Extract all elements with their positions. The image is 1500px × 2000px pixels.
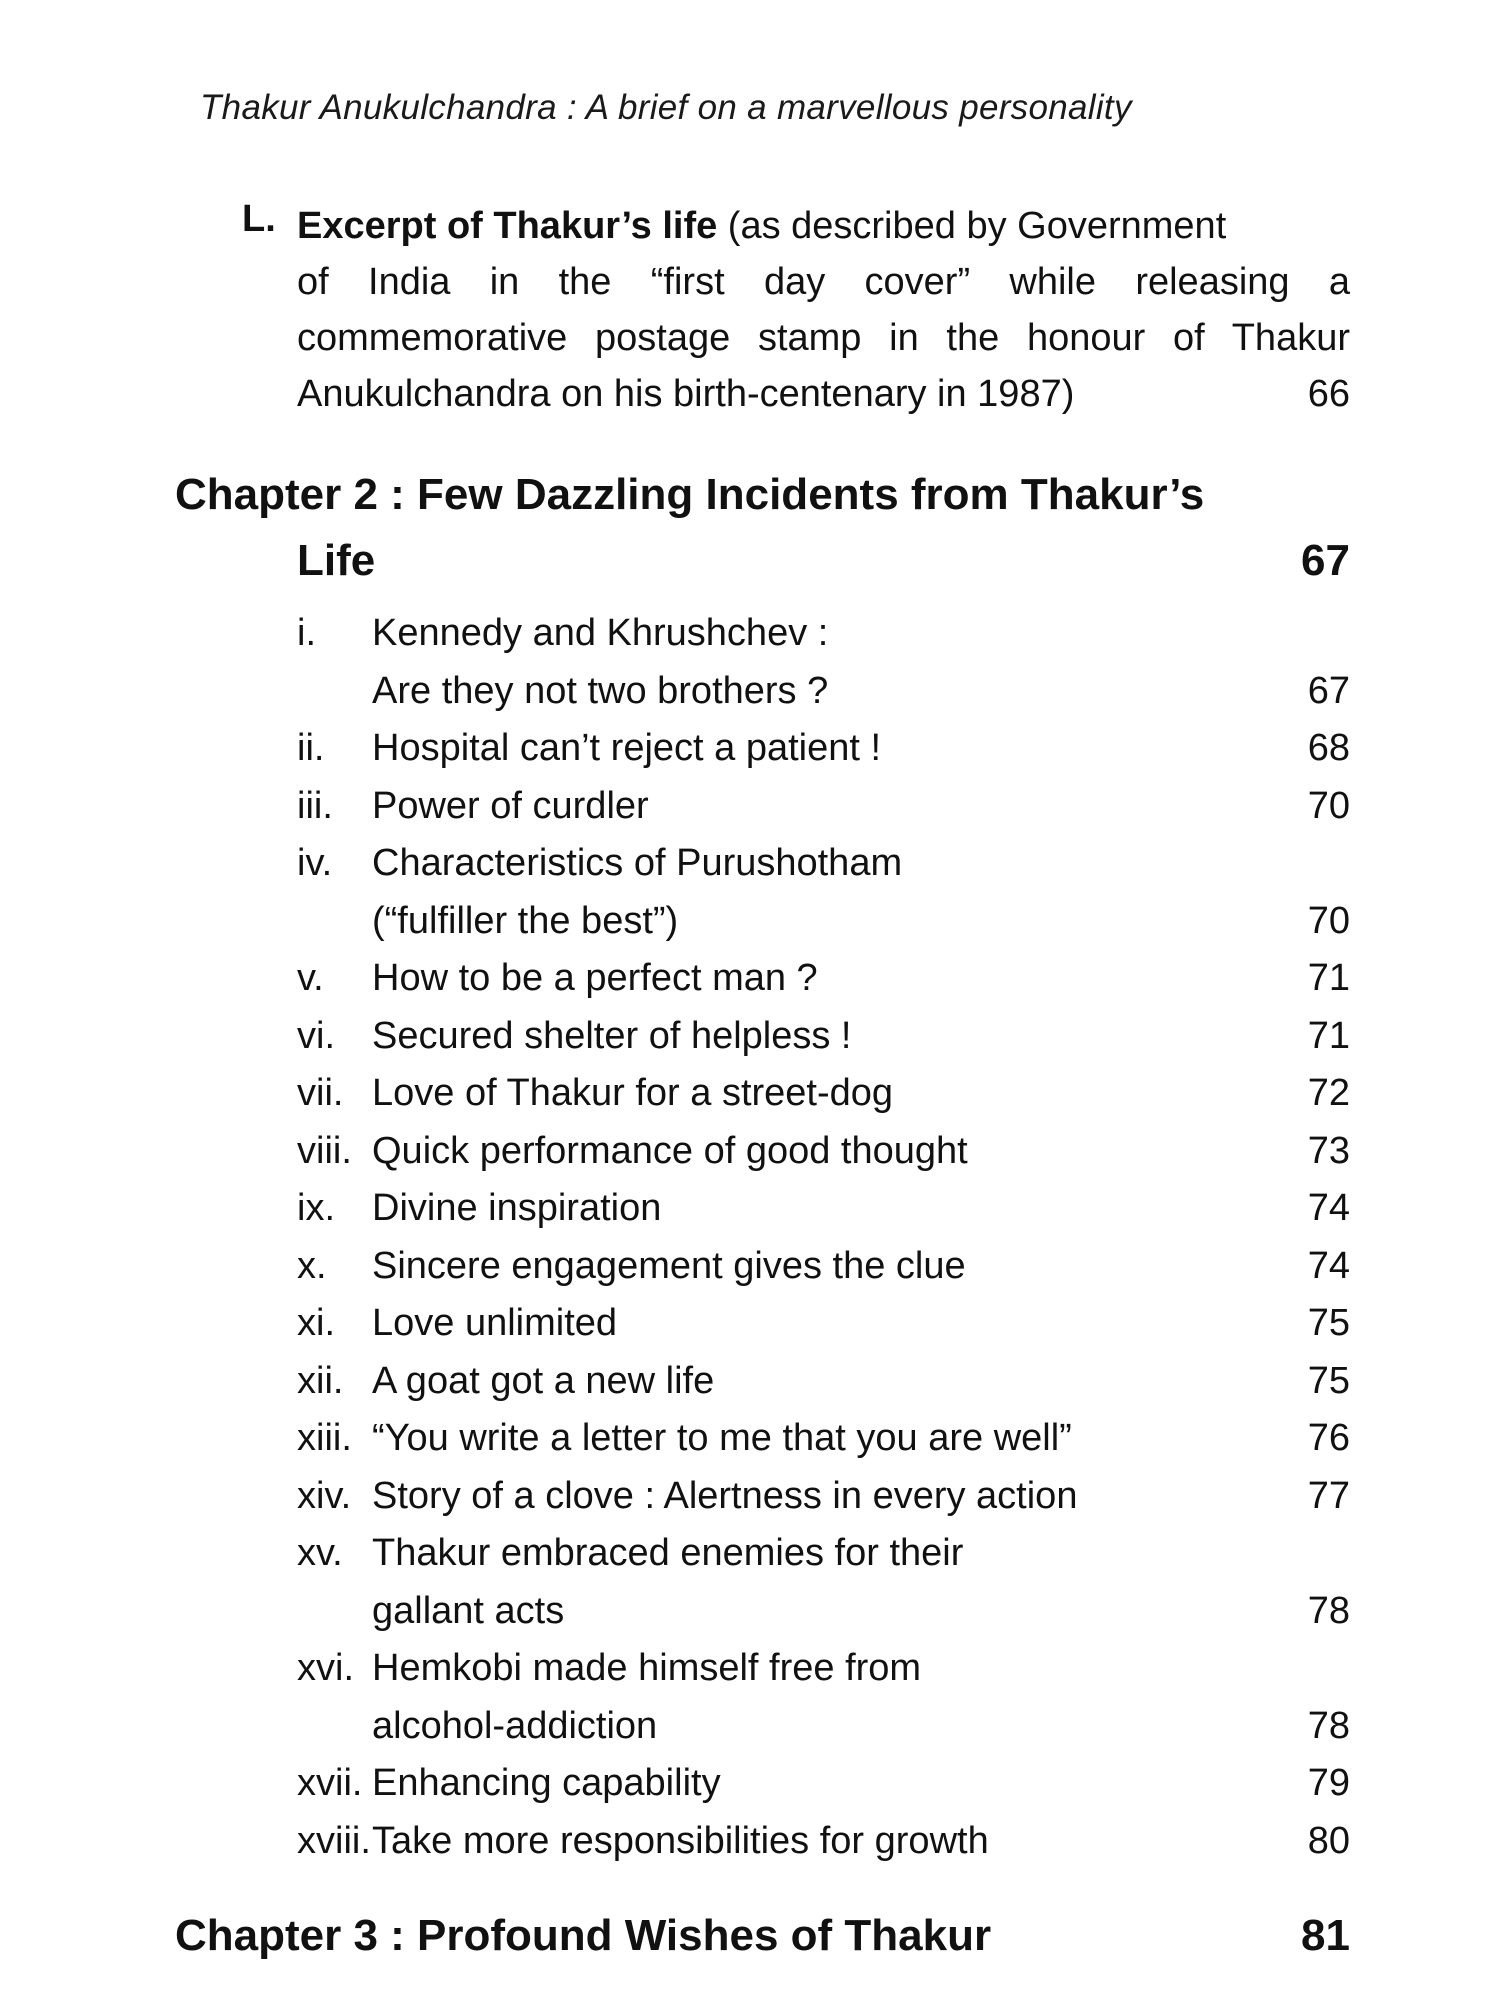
toc-item-title: Love unlimited	[372, 1302, 618, 1344]
toc-item-number: xvi.	[297, 1647, 354, 1689]
toc-row	[297, 1238, 1350, 1296]
toc-item-title: Enhancing capability	[372, 1762, 721, 1804]
entry-line-1-rest: (as described by Government	[717, 205, 1227, 247]
entry-line-4	[297, 366, 1350, 422]
toc-item-title: Story of a clove : Alertness in every action	[372, 1474, 1078, 1517]
entry-label: L.	[242, 198, 276, 240]
toc-item-number: xiii.	[297, 1417, 352, 1459]
entry-line-4-text: Anukulchandra on his birth-centenary in 1987)	[297, 373, 1075, 415]
toc-row	[297, 1353, 1350, 1411]
toc-item-title: “You write a letter to me that you are well”	[372, 1417, 1072, 1459]
toc-item-number: iii.	[297, 784, 333, 827]
toc-row	[297, 1008, 1350, 1066]
toc-item-number: xv.	[297, 1532, 343, 1574]
toc-item-title: Divine inspiration	[372, 1187, 662, 1229]
toc-item-number: vii.	[297, 1072, 344, 1114]
toc-item-title: (“fulfiller the best”)	[372, 899, 679, 942]
toc-item-page: 76	[1307, 1417, 1350, 1459]
chapter-2-title-line-1: Chapter 2 : Few Dazzling Incidents from Thakur’s	[175, 470, 1205, 519]
toc-item-number: xviii.	[297, 1819, 371, 1862]
toc-item-page: 75	[1307, 1359, 1350, 1402]
toc-item-number: xi.	[297, 1302, 335, 1344]
toc-item-page: 71	[1307, 1014, 1350, 1057]
chapter-2-page-number: 67	[1301, 536, 1350, 585]
toc-row	[297, 778, 1350, 836]
toc-row	[297, 835, 1350, 893]
toc-item-number: xvii.	[297, 1762, 363, 1804]
toc-item-page: 80	[1307, 1819, 1350, 1862]
toc-item-title: Love of Thakur for a street-dog	[372, 1072, 894, 1114]
toc-row	[297, 663, 1350, 721]
toc-item-title: Are they not two brothers ?	[372, 669, 829, 712]
toc-item-page: 68	[1307, 727, 1350, 769]
toc-item-title: gallant acts	[372, 1589, 565, 1632]
toc-item-title: Power of curdler	[372, 784, 649, 827]
toc-item-number: xiv.	[297, 1474, 352, 1517]
chapter-3-title: Chapter 3 : Profound Wishes of Thakur	[175, 1911, 992, 1960]
entry-line-2: of India in the “first day cover” while releasing a	[297, 261, 1350, 303]
chapter-2-title-line-2: Life	[297, 536, 376, 585]
toc-item-page: 79	[1307, 1762, 1350, 1804]
toc-row	[297, 950, 1350, 1008]
toc-item-number: x.	[297, 1244, 327, 1287]
toc-item-page: 72	[1307, 1072, 1350, 1114]
toc-item-title: Hospital can’t reject a patient !	[372, 727, 882, 769]
toc-row	[297, 1525, 1350, 1583]
toc-row	[297, 1813, 1350, 1871]
running-header: Thakur Anukulchandra : A brief on a marvellous personality	[200, 88, 1132, 127]
toc-item-title: Characteristics of Purushotham	[372, 842, 903, 884]
toc-item-title: Secured shelter of helpless !	[372, 1014, 852, 1057]
toc-row	[297, 1583, 1350, 1641]
toc-row	[297, 1755, 1350, 1813]
toc-row	[297, 1065, 1350, 1123]
toc-item-number: i.	[297, 612, 316, 654]
toc-row	[297, 720, 1350, 778]
toc-item-title: How to be a perfect man ?	[372, 957, 818, 999]
toc-item-number: ii.	[297, 727, 325, 769]
toc-item-page: 78	[1307, 1704, 1350, 1747]
toc-item-page: 78	[1307, 1589, 1350, 1632]
entry-bold-title: Excerpt of Thakur’s life	[297, 205, 718, 247]
toc-row	[297, 1410, 1350, 1468]
entry-page-number: 66	[1307, 373, 1350, 415]
toc-item-title: Hemkobi made himself free from	[372, 1647, 922, 1689]
toc-row	[297, 893, 1350, 951]
toc-item-title: Thakur embraced enemies for their	[372, 1532, 964, 1574]
toc-item-number: viii.	[297, 1129, 352, 1172]
toc-list	[297, 605, 1350, 1870]
toc-item-page: 71	[1307, 957, 1350, 999]
toc-row	[297, 1295, 1350, 1353]
toc-item-title: Take more responsibilities for growth	[372, 1819, 989, 1862]
toc-item-title: Kennedy and Khrushchev :	[372, 612, 829, 654]
chapter-3-page-number: 81	[1301, 1911, 1350, 1960]
toc-item-number: iv.	[297, 842, 333, 884]
toc-item-page: 70	[1307, 784, 1350, 827]
toc-item-page: 74	[1307, 1187, 1350, 1229]
toc-item-number: vi.	[297, 1014, 335, 1057]
toc-item-title: alcohol-addiction	[372, 1704, 658, 1747]
toc-item-page: 67	[1307, 669, 1350, 712]
toc-item-page: 75	[1307, 1302, 1350, 1344]
toc-row	[297, 1468, 1350, 1526]
toc-item-title: A goat got a new life	[372, 1359, 715, 1402]
toc-row	[297, 1123, 1350, 1181]
toc-item-page: 70	[1307, 899, 1350, 942]
toc-item-number: ix.	[297, 1187, 335, 1229]
toc-item-page: 77	[1307, 1474, 1350, 1517]
toc-row	[297, 605, 1350, 663]
toc-row	[297, 1180, 1350, 1238]
toc-item-title: Sincere engagement gives the clue	[372, 1244, 966, 1287]
entry-body	[297, 198, 1350, 422]
toc-item-number: v.	[297, 957, 324, 999]
toc-row	[297, 1640, 1350, 1698]
toc-row	[297, 1698, 1350, 1756]
entry-line-1	[297, 198, 1350, 254]
toc-item-title: Quick performance of good thought	[372, 1129, 968, 1172]
entry-line-3: commemorative postage stamp in the honour of Thakur	[297, 317, 1350, 359]
toc-item-number: xii.	[297, 1359, 344, 1402]
toc-item-page: 74	[1307, 1244, 1350, 1287]
toc-item-page: 73	[1307, 1129, 1350, 1172]
